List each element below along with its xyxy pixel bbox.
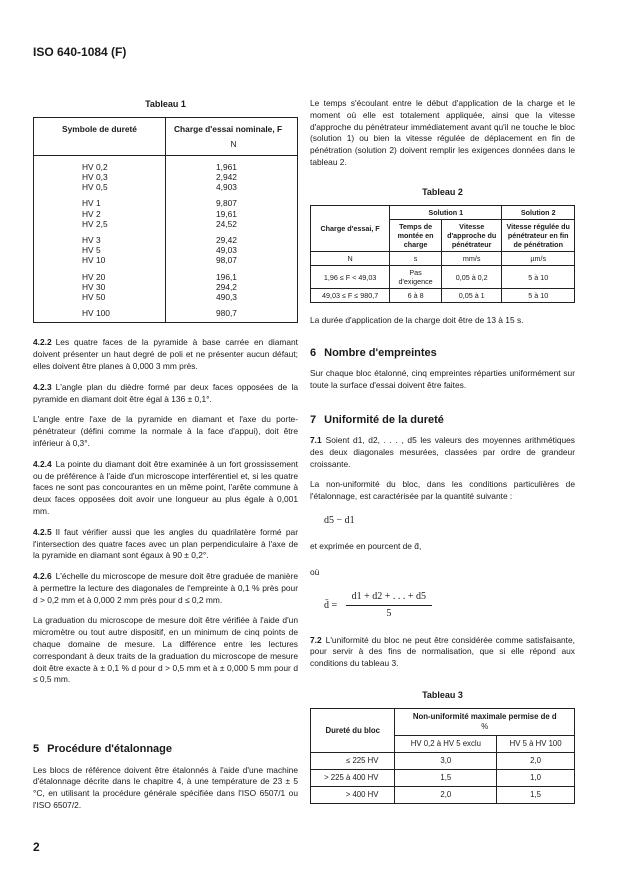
table-cell: s bbox=[390, 252, 442, 266]
table-row bbox=[311, 289, 575, 303]
tableau1-header-row bbox=[34, 118, 298, 155]
para-7-1 bbox=[310, 435, 575, 470]
table-cell: 0,05 à 1 bbox=[441, 289, 501, 303]
table-cell: 4,903 bbox=[216, 182, 237, 193]
clause-number: 4.2.4 bbox=[33, 458, 52, 469]
table-row bbox=[311, 770, 575, 787]
table-row bbox=[34, 155, 298, 192]
table-cell: ≤ 225 HV bbox=[311, 753, 395, 770]
para-duree: La durée d'application de la charge doit être de 13 à 15 s. bbox=[310, 315, 524, 326]
tableau2-sol1-header: Solution 1 bbox=[390, 206, 502, 220]
table-cell: HV 0,3 bbox=[82, 171, 108, 182]
section-title: Nombre d'empreintes bbox=[324, 346, 437, 359]
right-column bbox=[310, 98, 575, 804]
table-cell: 49,03 bbox=[216, 245, 237, 256]
table-cell: 3,0 bbox=[395, 753, 497, 770]
table-row bbox=[311, 252, 575, 266]
formula-fraction bbox=[346, 591, 432, 621]
clause-text: La pointe du diamant doit être examinée à un fort grossissement ou de préférence à l'aide d'un microscope interférentiel et, si les quatre faces ne sont pas concourantes en un même point, l'arête commune à deux faces opposées doit avoir une longueur au plus égale à 0,001 mm. bbox=[33, 458, 298, 516]
table-row bbox=[34, 192, 298, 229]
tableau2-sol2-header: Solution 2 bbox=[502, 206, 575, 220]
table-row bbox=[34, 302, 298, 323]
clause-text: Soient d1, d2, . . . , d5 les valeurs des moyennes arithmétiques des deux diagonales mesurées, classées par ordre de grandeur croissante. bbox=[310, 435, 575, 469]
tableau3-sub2-header: HV 5 à HV 100 bbox=[497, 736, 575, 753]
formula-numerator: d1 + d2 + . . . + d5 bbox=[346, 591, 432, 606]
table-cell: HV 2,5 bbox=[82, 218, 108, 229]
clause-number: 4.2.6 bbox=[33, 571, 52, 582]
tableau3-caption: Tableau 3 bbox=[422, 689, 463, 700]
section-number: 5 bbox=[33, 743, 40, 756]
formula-denominator: 5 bbox=[386, 608, 392, 620]
section-number: 6 bbox=[310, 346, 317, 359]
tableau2-temps-header: Temps de montée en charge bbox=[390, 220, 442, 252]
tableau1-col2-title: Charge d'essai nominale, F bbox=[174, 124, 283, 135]
para-5: Les blocs de référence doivent être étalonnés à l'aide d'une machine d'étalonnage décrite dans le chapitre 4, à une température de 23 ± 5 °C, en utilisant la procédure générale spécifiée dans l'ISO 6507/1 ou l'ISO 6507/2. bbox=[33, 764, 298, 810]
table-cell: > 400 HV bbox=[311, 787, 395, 804]
clause-text: Les quatre faces de la pyramide à base carrée en diamant doivent présenter un haut degré de poli et ne présenter aucun défaut; elles doivent être planes à 0,000 3 mm près. bbox=[33, 337, 298, 371]
para-4-2-5 bbox=[33, 527, 298, 562]
para-6: Sur chaque bloc étalonné, cinq empreintes réparties uniformément sur toute la surface d'essai doivent être faites. bbox=[310, 368, 575, 390]
para-4-2-2 bbox=[33, 337, 298, 372]
table-cell: HV 0,2 bbox=[82, 161, 108, 172]
table-row bbox=[311, 753, 575, 770]
table-cell: N bbox=[311, 252, 390, 266]
table-cell: Pas d'exigence bbox=[390, 266, 442, 289]
clause-number: 4.2.3 bbox=[33, 381, 52, 392]
table-cell: HV 50 bbox=[82, 291, 106, 302]
table-cell: µm/s bbox=[502, 252, 575, 266]
page-number: 2 bbox=[33, 840, 40, 854]
tableau1-col1-header: Symbole de dureté bbox=[34, 118, 166, 155]
formula-mean bbox=[324, 591, 575, 621]
section-number: 7 bbox=[310, 413, 317, 426]
section-title: Procédure d'étalonnage bbox=[47, 743, 172, 756]
tableau3-col1-header: Dureté du bloc bbox=[311, 709, 395, 753]
clause-text: L'uniformité du bloc ne peut être considérée comme satisfaisante, pour servir à des fins de normalisation, que si elle répond aux conditions du tableau 3. bbox=[310, 634, 575, 669]
table-cell: HV 10 bbox=[82, 255, 106, 266]
tableau2-charge-header: Charge d'essai, F bbox=[311, 206, 390, 252]
tableau2 bbox=[310, 205, 575, 303]
table-cell: HV 30 bbox=[82, 281, 106, 292]
tableau2-vitesse-header: Vitesse d'approche du pénétrateur bbox=[441, 220, 501, 252]
clause-text: L'angle plan du dièdre formé par deux faces opposées de la pyramide en diamant doit être égal à 136 ± 0,1°. bbox=[33, 381, 298, 404]
table-row bbox=[311, 206, 575, 220]
table-row bbox=[34, 229, 298, 266]
table-cell: HV 3 bbox=[82, 234, 101, 245]
tableau1-col2-header bbox=[166, 118, 298, 155]
section-title: Uniformité de la dureté bbox=[324, 413, 444, 426]
document-header: ISO 640-1084 (F) bbox=[33, 45, 127, 59]
clause-number: 4.2.2 bbox=[33, 337, 52, 348]
table-cell: HV 2 bbox=[82, 208, 101, 219]
tableau3-group-title: Non-uniformité maximale permise de d bbox=[412, 712, 557, 722]
clause-text: Il faut vérifier aussi que les angles du quadrilatère formé par l'intersection des quatre faces avec un plan perpendiculaire à l'axe de la pyramide en diamant sont égaux à 90 ± 0,2°. bbox=[33, 526, 298, 561]
table-cell: 5 à 10 bbox=[502, 266, 575, 289]
para-4-2-6 bbox=[33, 571, 298, 606]
para-ou: où bbox=[310, 567, 320, 578]
table-cell: 29,42 bbox=[216, 234, 237, 245]
table-cell: 490,3 bbox=[216, 291, 237, 302]
table-cell: 24,52 bbox=[216, 218, 237, 229]
para-7-2 bbox=[310, 635, 575, 670]
table-row bbox=[311, 787, 575, 804]
table-row bbox=[34, 266, 298, 303]
table-cell: 980,7 bbox=[216, 308, 237, 319]
table-cell: 294,2 bbox=[216, 281, 237, 292]
table-cell: 2,942 bbox=[216, 171, 237, 182]
table-cell: 1,5 bbox=[395, 770, 497, 787]
table-cell: 1,96 ≤ F < 49,03 bbox=[311, 266, 390, 289]
section-7-heading bbox=[310, 414, 575, 426]
clause-number: 4.2.5 bbox=[33, 526, 52, 537]
table-cell: 6 à 8 bbox=[390, 289, 442, 303]
table-cell: 49,03 ≤ F ≤ 980,7 bbox=[311, 289, 390, 303]
clause-number: 7.1 bbox=[310, 435, 322, 446]
table-cell: 5 à 10 bbox=[502, 289, 575, 303]
table-cell: 9,807 bbox=[216, 198, 237, 209]
tableau2-caption: Tableau 2 bbox=[422, 186, 463, 197]
table-cell: mm/s bbox=[441, 252, 501, 266]
table-row bbox=[311, 266, 575, 289]
tableau2-vitesse2-header: Vitesse régulée du pénétrateur en fin de pénétration bbox=[502, 220, 575, 252]
formula-range: d5 − d1 bbox=[324, 515, 355, 527]
tableau1-col2-unit: N bbox=[230, 138, 237, 149]
table-cell: 2,0 bbox=[497, 753, 575, 770]
tableau3-group-header bbox=[395, 709, 575, 736]
para-4-2-3 bbox=[33, 382, 298, 406]
tableau3-sub1-header: HV 0,2 à HV 5 exclu bbox=[395, 736, 497, 753]
table-cell: HV 100 bbox=[34, 302, 166, 323]
table-cell: 98,07 bbox=[216, 255, 237, 266]
left-column bbox=[33, 98, 298, 821]
table-cell: HV 5 bbox=[82, 245, 101, 256]
table-cell: HV 20 bbox=[82, 271, 106, 282]
tableau1 bbox=[33, 117, 298, 323]
clause-text: L'échelle du microscope de mesure doit être graduée de manière à permettre la lecture des diagonales de l'empreinte à 0,1 % près pour d > 0,2 mm et à 0,000 2 mm près pour d ≤ 0,2 mm. bbox=[33, 571, 298, 605]
clause-number: 7.2 bbox=[310, 634, 322, 645]
section-5-heading bbox=[33, 743, 298, 755]
tableau3 bbox=[310, 708, 575, 804]
table-cell: 1,961 bbox=[216, 161, 237, 172]
table-cell: HV 0,5 bbox=[82, 182, 108, 193]
table-cell: 0,05 à 0,2 bbox=[441, 266, 501, 289]
table-cell: > 225 à 400 HV bbox=[311, 770, 395, 787]
section-6-heading bbox=[310, 347, 575, 359]
para-4-2-3b: L'angle entre l'axe de la pyramide en diamant et l'axe du porte-pénétrateur (défini comme la normale à la face d'appui), doit être inférieur à 0,3°. bbox=[33, 414, 298, 448]
table-cell: 1,5 bbox=[497, 787, 575, 804]
table-cell: 19,61 bbox=[216, 208, 237, 219]
tableau3-unit: % bbox=[481, 722, 489, 732]
para-4-2-6b: La graduation du microscope de mesure doit être vérifiée à l'aide d'un micromètre ou tout autre dispositif, en un minimum de cinq points de chaque domaine de mesure. La différence entre les lectures correspondant à deux traits de la graduation du microscope de mesure doit être exacte à ± 0,1 % d pour d > 0,5 mm et à ± 0,000 5 mm pour d ≤ 0,5 mm. bbox=[33, 615, 298, 685]
para-4-2-4 bbox=[33, 459, 298, 518]
table-cell: 196,1 bbox=[216, 271, 237, 282]
table-cell: 2,0 bbox=[395, 787, 497, 804]
para-intro: Le temps s'écoulant entre le début d'application de la charge et le moment où elle est totalement appliquée, ainsi que la vitesse d'approche du pénétrateur immédiatement avant qu'il ne touche le bloc (solution 1) ou bien la vitesse régulée de déplacement en fin de pénétration (solution 2) doivent remplir les exigences données dans le tableau 2. bbox=[310, 98, 575, 167]
table-row bbox=[311, 709, 575, 736]
para-7-1b: La non-uniformité du bloc, dans les conditions particulières de l'étalonnage, est caractérisée par la quantité suivante : bbox=[310, 479, 575, 502]
para-formula-note: et exprimée en pourcent de d̄, bbox=[310, 541, 422, 552]
table-cell: 1,0 bbox=[497, 770, 575, 787]
tableau1-caption: Tableau 1 bbox=[145, 99, 186, 109]
formula-mean-lhs: d̄ = bbox=[324, 600, 338, 612]
table-cell: HV 1 bbox=[82, 198, 101, 209]
